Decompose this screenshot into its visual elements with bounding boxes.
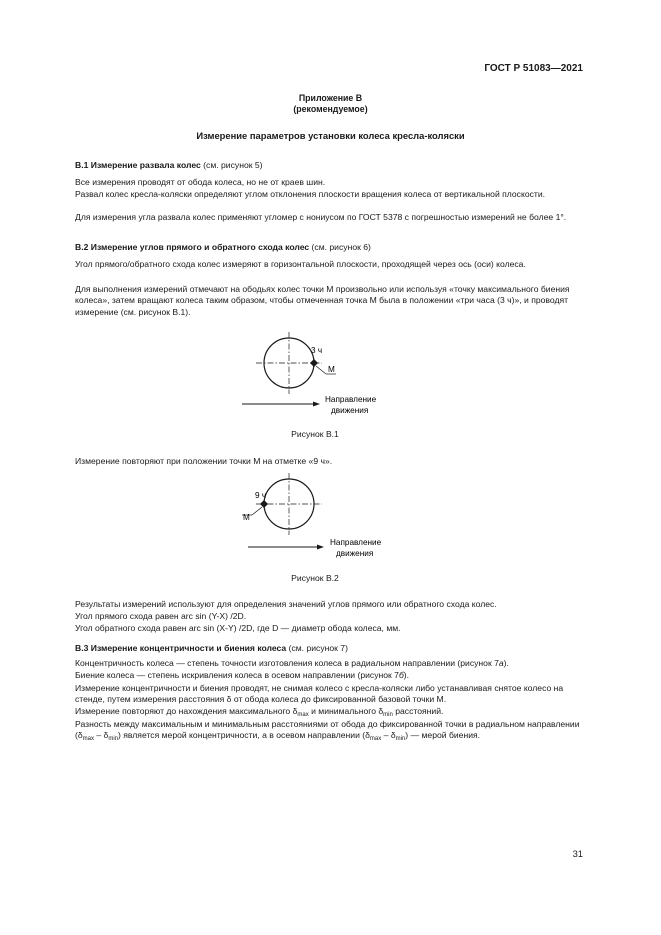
- direction-label-2: движения: [331, 406, 369, 415]
- point-m-leader: [252, 507, 262, 515]
- text-run-italic: б: [398, 670, 404, 680]
- text-run: ) является мерой концентричности, а в осевом направлении (δ: [118, 730, 370, 741]
- figure-b2-caption: Рисунок В.2: [291, 573, 339, 583]
- text-run: ).: [503, 658, 509, 668]
- section-b2-ref: (см. рисунок 6): [309, 242, 371, 252]
- figure-b1-caption: Рисунок В.1: [291, 429, 339, 439]
- figure-b1: [230, 332, 430, 424]
- text-run: – δ: [94, 730, 109, 741]
- document-standard-number: ГОСТ Р 51083—2021: [484, 63, 583, 74]
- section-b3-p5: [75, 719, 585, 742]
- section-b3-heading: [75, 643, 585, 654]
- section-b2-p2: Для выполнения измерений отмечают на ободьях колес точки М произвольно или используя «точку максимального биения колеса», затем вращают колеса таким образом, чтобы отмеченная точка М была в положении «три часа (3 ч)», и проводят измерение (см. рисунок В.1).: [75, 284, 570, 317]
- point-m-label: М: [328, 365, 335, 374]
- text-run: Измерение повторяют до нахождения максимального δ: [75, 706, 298, 716]
- text-run: ).: [403, 670, 410, 680]
- section-b2-p1: Угол прямого/обратного схода колес измеряют в горизонтальной плоскости, проходящей через ось (оси) колеса.: [75, 259, 526, 269]
- figure-b2: [230, 473, 430, 565]
- section-b1-title: В.1 Измерение развала колес: [75, 160, 201, 170]
- appendix-heading: Измерение параметров установки колеса кресла-коляски: [196, 130, 465, 141]
- appendix-title: Приложение В: [298, 93, 363, 103]
- text-run: Разность между максимальным и минимальным расстояниями от обода до фиксированной точки в радиальном направлении (δ: [75, 719, 580, 741]
- hour-label: 3 ч: [311, 346, 323, 355]
- section-b2-title: В.2 Измерение углов прямого и обратного схода колес: [75, 242, 310, 252]
- section-b3-p1: [75, 658, 585, 669]
- section-b1-p2: Развал колес кресла-коляски определяют углом отклонения плоскости вращения колеса от вертикальной плоскости.: [75, 189, 546, 199]
- point-m-marker: [310, 359, 318, 367]
- direction-arrowhead: [317, 545, 324, 550]
- section-b3-p2: [75, 670, 585, 681]
- section-b2-p5: Угол прямого схода равен arc sin (Y-X) /2D.: [75, 611, 247, 621]
- point-m-leader: [316, 366, 326, 374]
- section-b2-heading: [75, 242, 585, 253]
- subscript-min: min: [108, 736, 119, 743]
- text-run: расстояний.: [392, 706, 444, 716]
- section-b2-p4: Результаты измерений используют для определения значений углов прямого или обратного схода колес.: [75, 599, 497, 609]
- direction-arrowhead: [313, 402, 320, 407]
- section-b1-ref: (см. рисунок 5): [200, 160, 263, 170]
- subscript-max: max: [297, 712, 309, 718]
- section-b2-p3: Измерение повторяют при положении точки М на отметке «9 ч».: [75, 456, 333, 466]
- appendix-status: (рекомендуемое): [293, 104, 368, 114]
- direction-label-2: движения: [336, 549, 374, 558]
- page-number: 31: [572, 848, 583, 859]
- section-b2-p6: Угол обратного схода равен arc sin (X-Y) /2D, где D — диаметр обода колеса, мм.: [75, 623, 401, 633]
- text-run: ) — мерой биения.: [405, 730, 481, 741]
- section-b3-ref: (см. рисунок 7): [286, 643, 348, 653]
- text-run: Концентричность колеса — степень точности изготовления колеса в радиальном направлении (рисунок 7: [75, 658, 499, 668]
- subscript-max: max: [82, 736, 94, 743]
- point-m-marker: [260, 500, 268, 508]
- subscript-max: max: [369, 736, 382, 743]
- subscript-min: min: [383, 712, 393, 718]
- text-run: и минимального δ: [308, 706, 384, 716]
- text-run-italic: а: [498, 658, 504, 668]
- text-run: – δ: [381, 730, 396, 741]
- section-b1-p1: Все измерения проводят от обода колеса, но не от краев шин.: [75, 177, 326, 187]
- section-b3-p4: [75, 706, 585, 717]
- direction-label-1: Направление: [330, 538, 382, 547]
- hour-label: 9 ч: [255, 491, 267, 500]
- subscript-min: min: [395, 736, 406, 743]
- section-b3-p3: Измерение концентричности и биения проводят, не снимая колесо с кресла-коляски либо устанавливая снятое колесо на стенде, путем измерения расстояния δ от обода колеса до фиксированной базовой точки М.: [75, 683, 564, 705]
- direction-label-1: Направление: [325, 395, 377, 404]
- point-m-label: М: [243, 513, 250, 522]
- section-b1-p3: Для измерения угла развала колес применяют угломер с нониусом по ГОСТ 5378 с погрешностью измерений не более 1°.: [75, 212, 567, 222]
- text-run: Биение колеса — степень искривления колеса в осевом направлении (рисунок 7: [75, 670, 399, 680]
- section-b1-heading: [75, 160, 585, 171]
- section-b3-title: В.3 Измерение концентричности и биения колеса: [75, 643, 287, 653]
